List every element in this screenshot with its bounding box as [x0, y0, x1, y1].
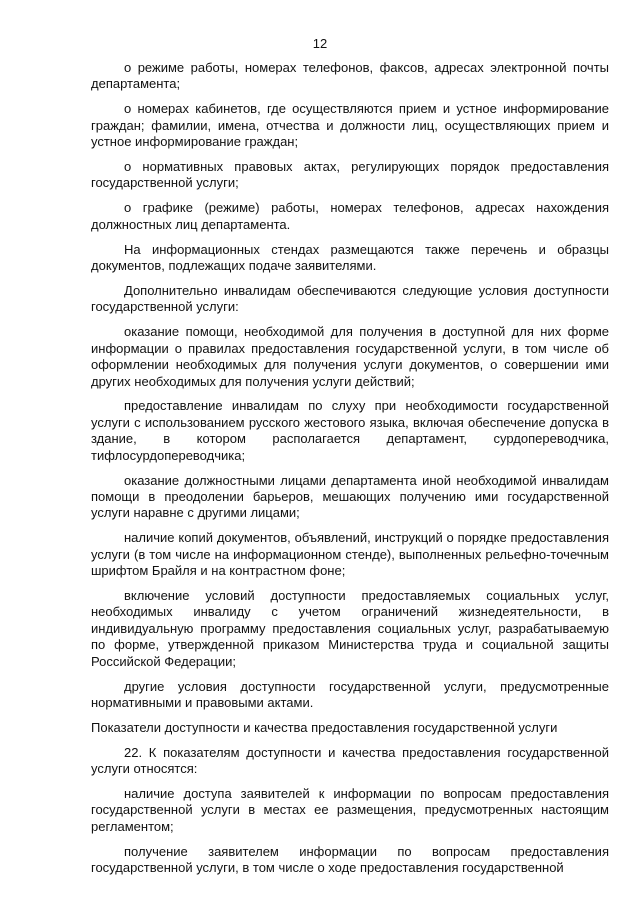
paragraph-progress-info: получение заявителем информации по вопросам предоставления государственной услуги, в том числе о ходе предоставления государственной [91, 843, 609, 876]
paragraph-barrier-help: оказание должностными лицами департамента иной необходимой инвалидам помощи в преодолении барьеров, мешающих получению ими государственной услуги наравне с другими лицами; [91, 472, 609, 521]
paragraph-officials-schedule: о графике (режиме) работы, номерах телефонов, адресах нахождения должностных лиц департамента. [91, 200, 609, 232]
paragraph-individual-program: включение условий доступности предоставляемых социальных услуг, необходимых инвалиду с учетом ограничений жизнедеятельности, в индивидуальную программу предоставления социальных услуг, разрабатываемую по форме, утвержденной приказом Министерства труда и социальной защиты Российской Федерации; [91, 587, 609, 669]
paragraph-item-22: 22. К показателям доступности и качества предоставления государственной услуги относятся: [91, 744, 609, 777]
document-body [91, 60, 609, 877]
paragraph-legal-acts: о нормативных правовых актах, регулирующих порядок предоставления государственной услуги; [91, 159, 609, 191]
paragraph-other-conditions: другие условия доступности государственной услуги, предусмотренные нормативными и правовыми актами. [91, 678, 609, 710]
paragraph-assistance-info: оказание помощи, необходимой для получения в доступной для них форме информации о правилах предоставления государственной услуги, в том числе об оформлении необходимых для получения услуги документов, о совершении ими других необходимых для получения услуги действий; [91, 324, 609, 389]
section-heading: Показатели доступности и качества предоставления государственной услуги [91, 719, 558, 735]
paragraph-info-access: наличие доступа заявителей к информации по вопросам предоставления государственной услуги в местах ее размещения, предусмотренных настоящим регламентом; [91, 786, 609, 834]
paragraph-info-stands: На информационных стендах размещаются также перечень и образцы документов, подлежащих подаче заявителями. [91, 241, 609, 274]
paragraph-disability-conditions: Дополнительно инвалидам обеспечиваются следующие условия доступности государственной услуги: [91, 282, 609, 315]
paragraph-sign-language: предоставление инвалидам по слуху при необходимости государственной услуги с использованием русского жестового языка, включая обеспечение допуска в здание, в котором располагается департамент, сурдопереводчика, тифлосурдопереводчика; [91, 398, 609, 463]
paragraph-work-schedule: о режиме работы, номерах телефонов, факсов, адресах электронной почты департамента; [91, 60, 609, 92]
page-number: 12 [312, 36, 328, 51]
paragraph-office-numbers: о номерах кабинетов, где осуществляются прием и устное информирование граждан; фамилии, имена, отчества и должности лиц, осуществляющих прием и устное информирование граждан; [91, 101, 609, 150]
paragraph-braille-copies: наличие копий документов, объявлений, инструкций о порядке предоставления услуги (в том числе на информационном стенде), выполненных рельефно-точечным шрифтом Брайля и на контрастном фоне; [91, 530, 609, 579]
